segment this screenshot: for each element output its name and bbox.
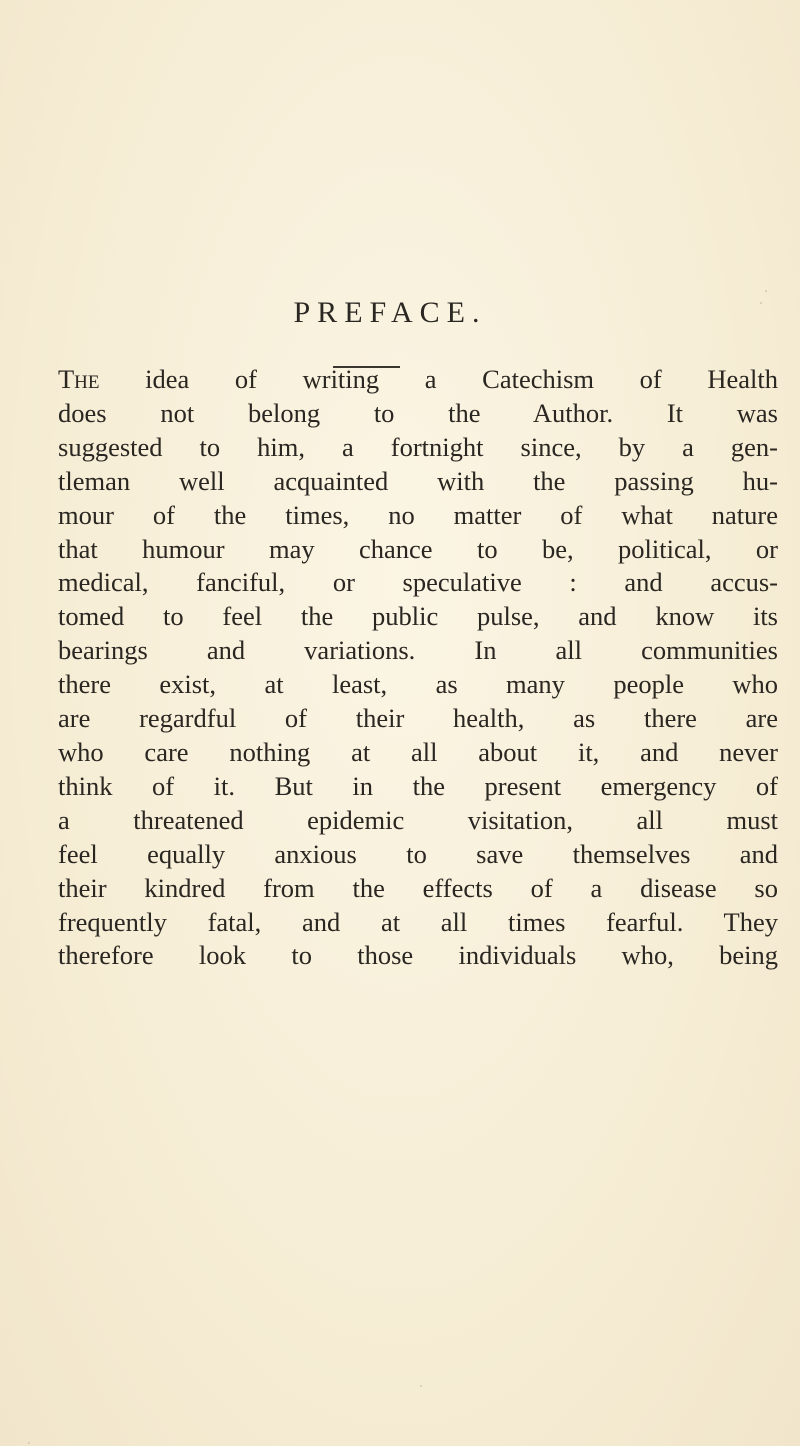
text-line-11: are regardful of their health, as there are	[58, 703, 778, 734]
paper-speck	[420, 1385, 422, 1387]
preface-body	[58, 363, 778, 973]
paper-speck	[760, 302, 762, 304]
text-line-15: feel equally anxious to save themselves and	[58, 838, 778, 869]
text-line-13: think of it. But in the present emergency of	[58, 770, 778, 801]
text-line-3: suggested to him, a fortnight since, by a gen-	[58, 431, 778, 462]
text-line-18: therefore look to those individuals who, being	[58, 940, 778, 971]
text-line-2: does not belong to the Author. It was	[58, 397, 778, 428]
text-line-16: their kindred from the effects of a disease so	[58, 872, 778, 903]
text-line-4: tleman well acquainted with the passing hu-	[58, 465, 778, 496]
text-line-12: who care nothing at all about it, and never	[58, 736, 778, 767]
text-line-14: a threatened epidemic visitation, all must	[58, 804, 778, 835]
text-line-9: bearings and variations. In all communities	[58, 635, 778, 666]
opening-word: The	[58, 364, 100, 394]
preface-heading: PREFACE.	[293, 296, 487, 329]
text-line-1: The idea of writing a Catechism of Health	[58, 364, 778, 394]
text-line-17: frequently fatal, and at all times fearful. They	[58, 906, 778, 937]
text-line-10: there exist, at least, as many people who	[58, 669, 778, 700]
text-line-8: tomed to feel the public pulse, and know its	[58, 601, 778, 632]
text-line-7: medical, fanciful, or speculative : and accus-	[58, 567, 778, 598]
text-line-6: that humour may chance to be, political, or	[58, 533, 778, 564]
text-line-5: mour of the times, no matter of what nature	[58, 499, 778, 530]
paper-speck	[28, 1442, 30, 1444]
paper-speck	[765, 290, 767, 292]
